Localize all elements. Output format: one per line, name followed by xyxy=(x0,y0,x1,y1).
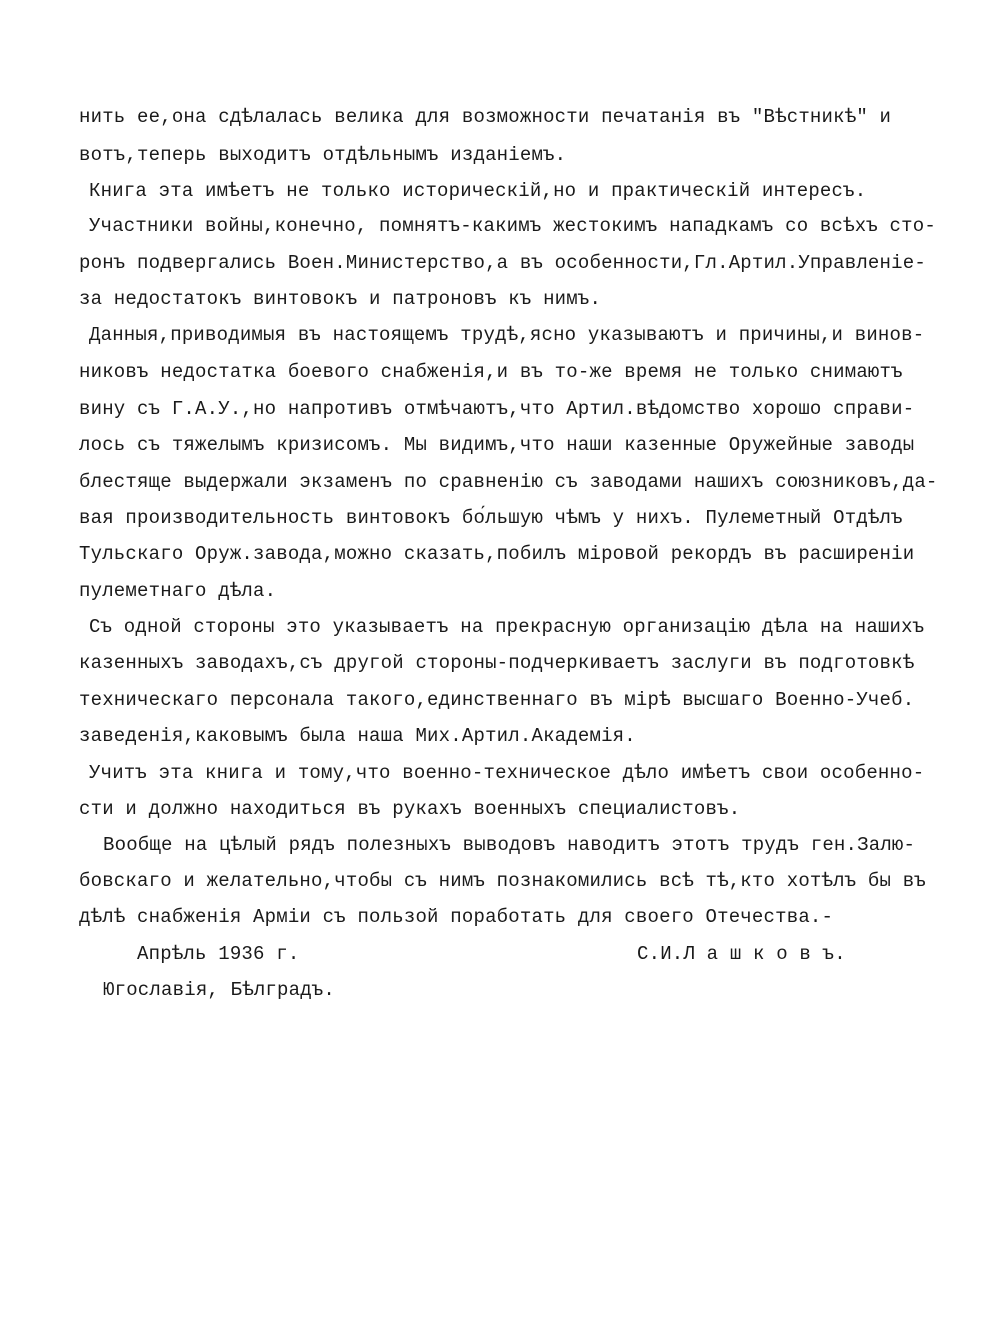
text-line-15: Съ одной стороны это указываетъ на прекрасную организацію дѣла на нашихъ xyxy=(89,616,925,638)
text-line-8: никовъ недостатка боевого снабженія,и въ то-же время не только снимаютъ xyxy=(79,361,903,383)
date-line: Апрѣль 1936 г. xyxy=(137,943,300,965)
text-line-5: ронъ подвергались Воен.Министерство,а въ особенности,Гл.Артил.Управленіе- xyxy=(79,252,926,274)
text-line-6: за недостатокъ винтовокъ и патроновъ къ нимъ. xyxy=(79,288,602,310)
text-line-17: техническаго персонала такого,единственнаго въ мірѣ высшаго Военно-Учеб. xyxy=(79,689,915,711)
text-line-7: Данныя,приводимыя въ настоящемъ трудѣ,ясно указываютъ и причины,и винов- xyxy=(89,324,925,346)
text-line-1: нить ее,она сдѣлалась велика для возможности печатанія въ "Вѣстникѣ" и xyxy=(79,106,892,128)
text-line-3: Книга эта имѣетъ не только историческій,но и практическій интересъ. xyxy=(89,180,867,202)
text-line-4: Участники войны,конечно, помнятъ-какимъ жестокимъ нападкамъ со всѣхъ сто- xyxy=(89,215,936,237)
text-line-14: пулеметнаго дѣла. xyxy=(79,580,277,602)
text-line-9: вину съ Г.А.У.,но напротивъ отмѣчаютъ,что Артил.вѣдомство хорошо справи- xyxy=(79,398,915,420)
text-line-2: вотъ,теперь выходитъ отдѣльнымъ изданіемъ. xyxy=(79,144,567,166)
text-line-16: казенныхъ заводахъ,съ другой стороны-подчеркиваетъ заслуги въ подготовкѣ xyxy=(79,652,915,674)
text-line-10: лось съ тяжелымъ кризисомъ. Мы видимъ,что наши казенные Оружейные заводы xyxy=(79,434,915,456)
text-line-13: Тульскаго Оруж.завода,можно сказать,побилъ міровой рекордъ въ расширеніи xyxy=(79,543,915,565)
text-line-22: бовскаго и желательно,чтобы съ нимъ познакомились всѣ тѣ,кто хотѣлъ бы въ xyxy=(79,870,926,892)
signature-line: С.И.Л а ш к о в ъ. xyxy=(637,943,846,965)
text-line-11: блестяще выдержали экзаменъ по сравненію съ заводами нашихъ союзниковъ,да- xyxy=(79,471,938,493)
text-line-20: сти и должно находиться въ рукахъ военныхъ специалистовъ. xyxy=(79,798,741,820)
place-line: Югославія, Бѣлградъ. xyxy=(103,979,336,1001)
text-line-19: Учитъ эта книга и тому,что военно-техническое дѣло имѣетъ свои особенно- xyxy=(89,762,925,784)
text-line-18: заведенія,каковымъ была наша Мих.Артил.Академія. xyxy=(79,725,636,747)
text-line-12: вая производительность винтовокъ бо́льшую чѣмъ у нихъ. Пулеметный Отдѣлъ xyxy=(79,507,903,529)
text-line-23: дѣлѣ снабженія Арміи съ пользой поработать для своего Отечества.- xyxy=(79,906,834,928)
text-line-21: Вообще на цѣлый рядъ полезныхъ выводовъ наводитъ этотъ трудъ ген.Залю- xyxy=(103,834,916,856)
